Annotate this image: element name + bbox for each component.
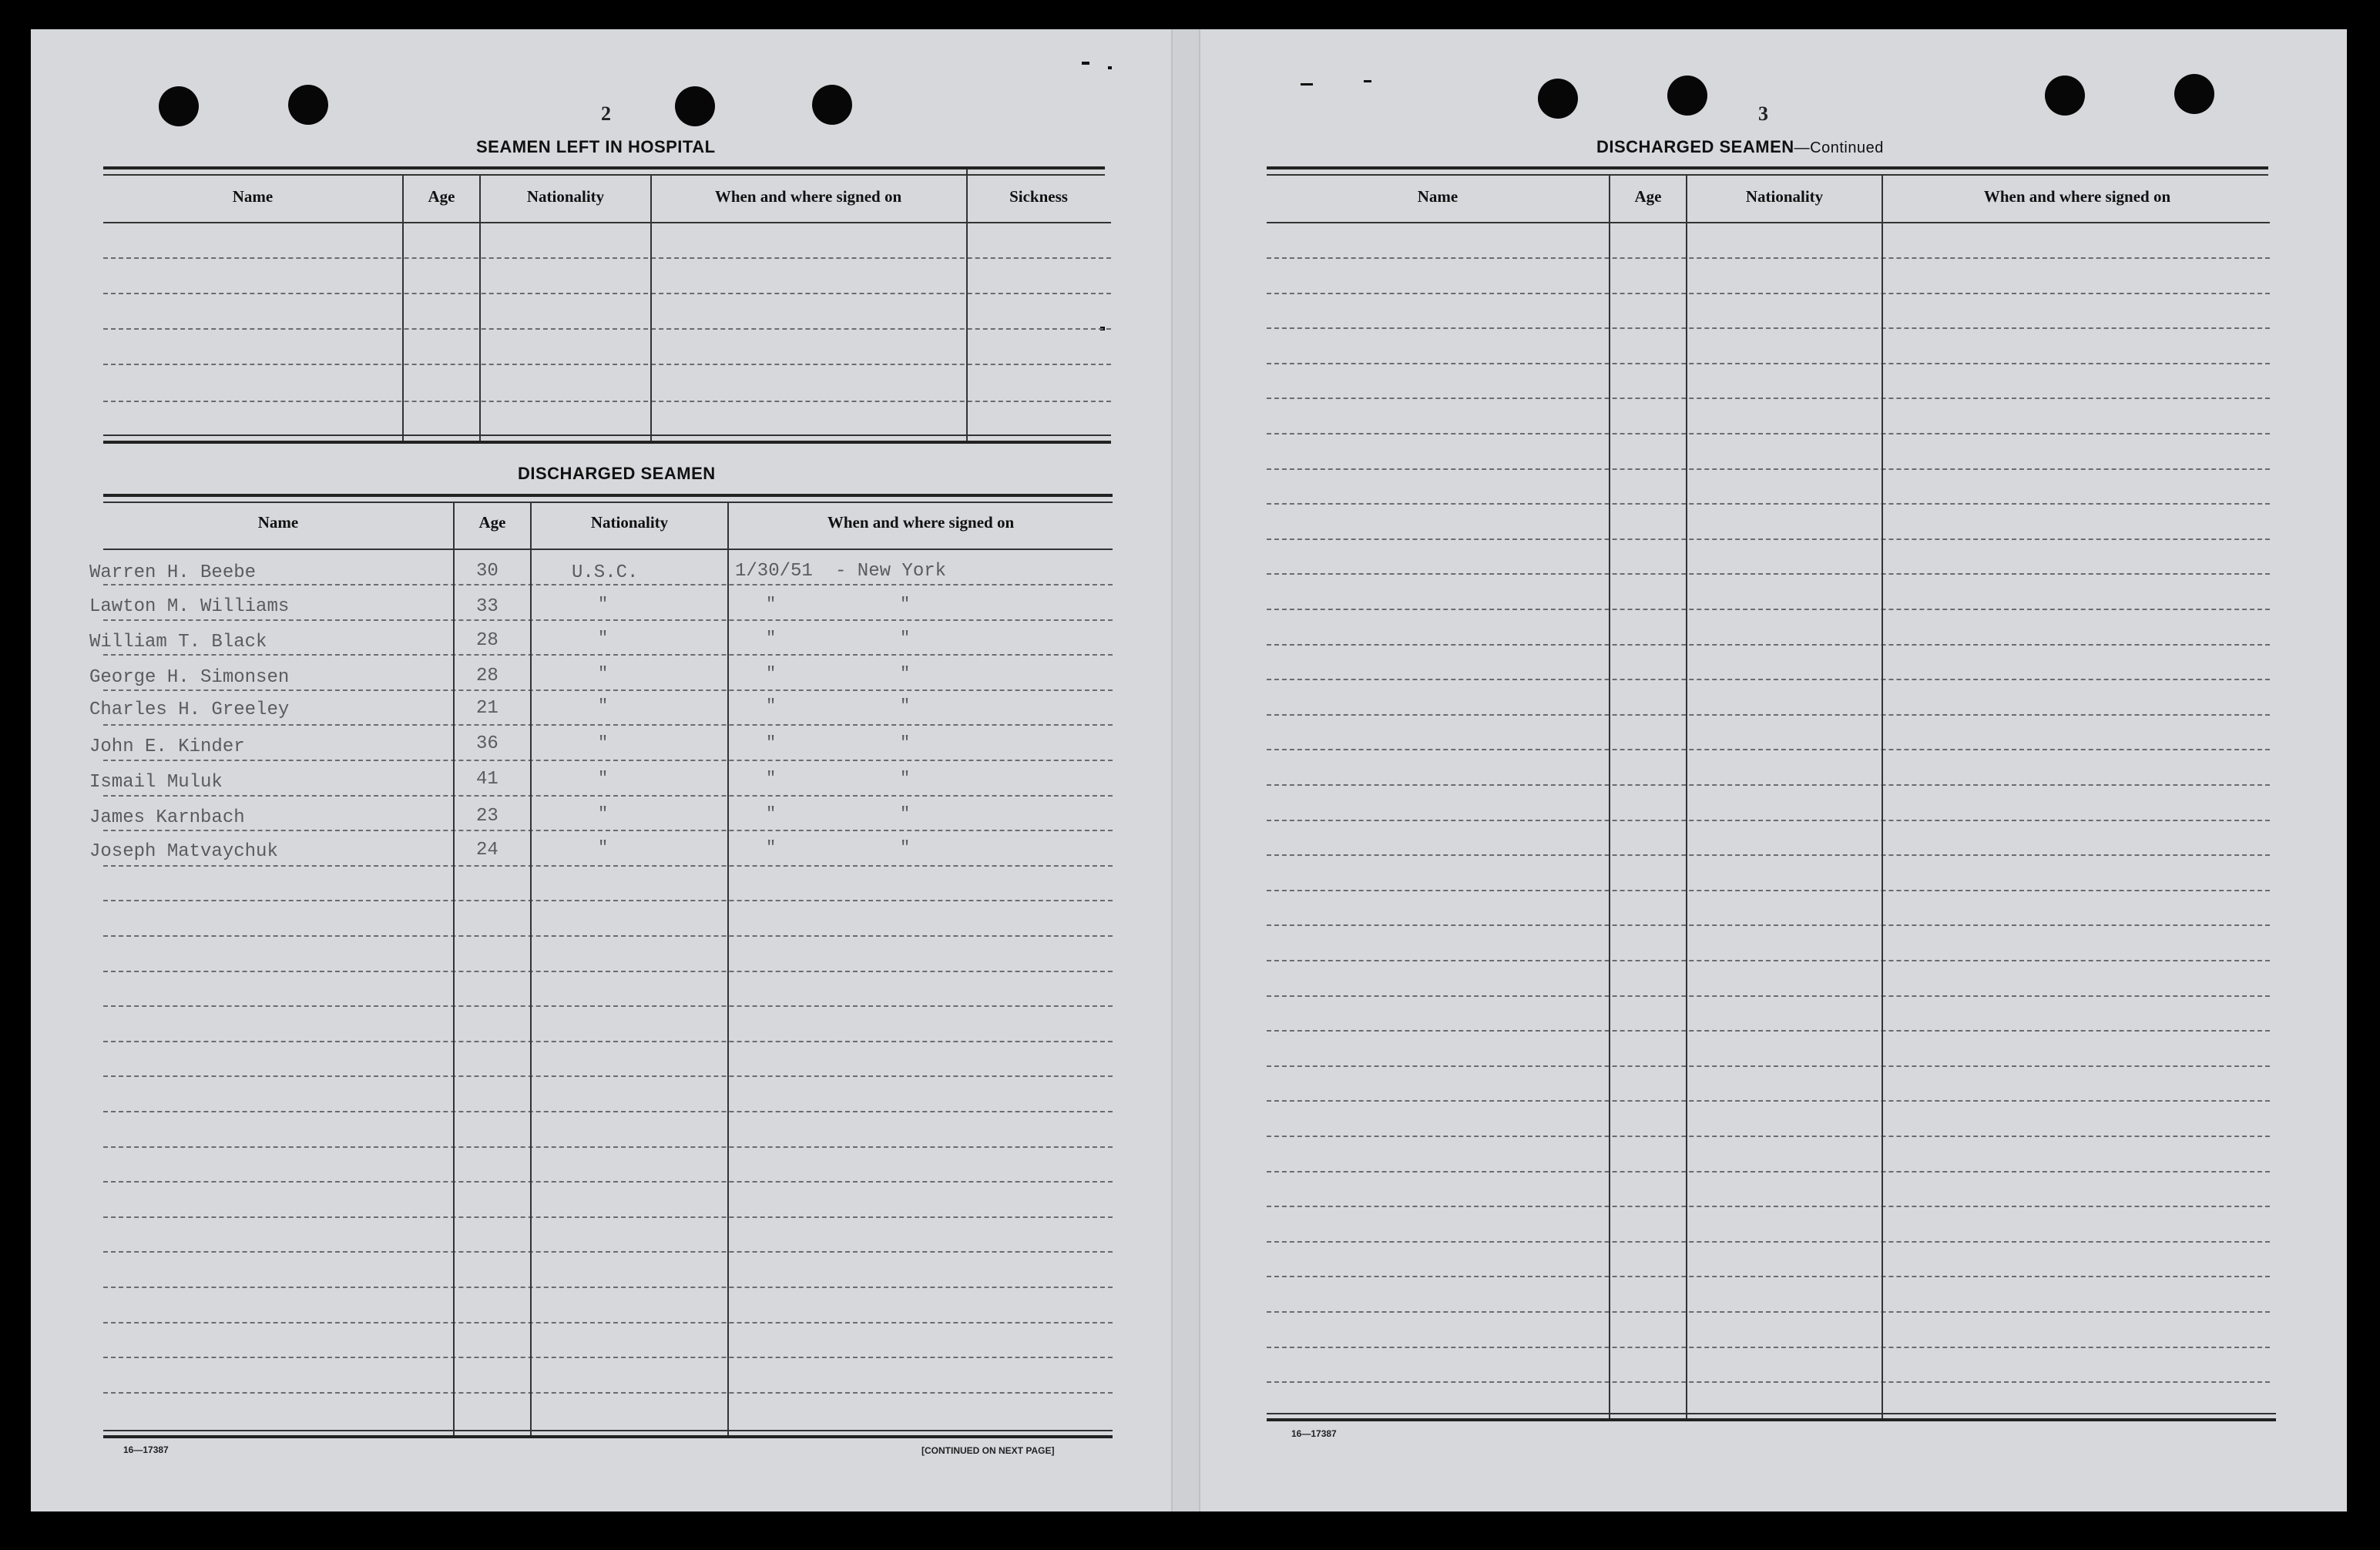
column-header: Name — [232, 187, 274, 206]
hospital-section-title: SEAMEN LEFT IN HOSPITAL — [476, 137, 716, 156]
ruled-line — [1267, 468, 2270, 470]
column-header: Sickness — [1009, 187, 1068, 206]
column-header: Age — [1634, 187, 1662, 206]
ditto-mark: " — [900, 838, 911, 857]
continued-note: [CONTINUED ON NEXT PAGE] — [921, 1445, 1055, 1456]
seaman-nationality: U.S.C. — [572, 562, 639, 583]
seaman-name: James Karnbach — [89, 807, 245, 828]
ruled-line — [1267, 327, 2270, 329]
form-number: 16—17387 — [1291, 1428, 1337, 1439]
ruled-line — [1267, 1030, 2270, 1032]
ruled-line — [1267, 1065, 2270, 1067]
seaman-age: 33 — [476, 596, 498, 617]
signed-on-place: - New York — [835, 561, 947, 582]
ruled-line — [1267, 1241, 2270, 1243]
seaman-age: 36 — [476, 733, 498, 754]
ruled-line — [1267, 1100, 2270, 1102]
seaman-name: John E. Kinder — [89, 736, 245, 757]
ruled-line — [103, 1041, 1113, 1042]
ditto-mark: " — [766, 629, 777, 648]
discharged-section-title: DISCHARGED SEAMEN — [518, 464, 716, 483]
title-text: DISCHARGED SEAMEN — [1596, 137, 1794, 156]
ditto-mark: " — [598, 769, 609, 788]
ditto-mark: " — [900, 804, 911, 824]
ditto-mark: " — [900, 664, 911, 683]
ditto-mark: " — [598, 595, 609, 614]
seaman-name: Joseph Matvaychuk — [89, 841, 278, 862]
seaman-age: 23 — [476, 806, 498, 827]
ruled-line — [103, 1251, 1113, 1253]
ruled-line — [1267, 433, 2270, 434]
seaman-age: 30 — [476, 561, 498, 582]
seaman-age: 28 — [476, 666, 498, 686]
seaman-age: 41 — [476, 769, 498, 790]
ditto-mark: " — [766, 664, 777, 683]
ruled-line — [103, 1216, 1113, 1218]
ruled-line — [1267, 784, 2270, 786]
ditto-mark: " — [598, 664, 609, 683]
column-header: When and where signed on — [714, 187, 902, 206]
ditto-mark: " — [900, 733, 911, 753]
ruled-line — [103, 1392, 1113, 1394]
ruled-line — [1267, 890, 2270, 891]
ruled-line — [103, 935, 1113, 937]
punch-hole — [288, 85, 328, 125]
ruled-line — [1267, 573, 2270, 575]
paper-speck — [1364, 80, 1371, 82]
ruled-line — [1267, 609, 2270, 610]
ruled-line — [103, 900, 1113, 901]
column-header: Nationality — [1745, 187, 1824, 206]
ruled-line — [1267, 503, 2270, 505]
signed-on-date: 1/30/51 — [735, 561, 813, 582]
column-header: Name — [1417, 187, 1459, 206]
ruled-line — [103, 724, 1113, 726]
ditto-mark: " — [598, 733, 609, 753]
ruled-line — [1267, 644, 2270, 646]
punch-hole — [2045, 75, 2085, 116]
ruled-line — [1267, 995, 2270, 997]
ruled-line — [1267, 854, 2270, 856]
ruled-line — [1267, 714, 2270, 716]
ditto-mark: " — [598, 804, 609, 824]
ruled-line — [103, 795, 1113, 797]
ruled-line — [103, 1287, 1113, 1288]
ruled-line — [1267, 1136, 2270, 1137]
ruled-line — [1267, 1171, 2270, 1173]
column-header: When and where signed on — [1983, 187, 2171, 206]
ruled-line — [103, 619, 1113, 621]
ruled-line — [1267, 820, 2270, 821]
punch-hole — [1538, 79, 1578, 119]
ruled-line — [103, 1322, 1113, 1324]
ditto-mark: " — [900, 696, 911, 716]
paper-speck — [1301, 83, 1313, 86]
ditto-mark: " — [598, 696, 609, 716]
ruled-line — [1267, 1347, 2270, 1348]
column-header: Nationality — [590, 513, 669, 532]
column-header: Name — [257, 513, 299, 532]
seaman-name: Ismail Muluk — [89, 772, 223, 793]
page-number: 3 — [1758, 102, 1768, 125]
seaman-age: 28 — [476, 630, 498, 651]
ruled-line — [1267, 1381, 2270, 1383]
page-number: 2 — [601, 102, 611, 125]
ditto-mark: " — [766, 696, 777, 716]
ruled-line — [1267, 398, 2270, 399]
ruled-line — [1267, 1276, 2270, 1277]
column-header: Nationality — [526, 187, 605, 206]
ruled-line — [103, 865, 1113, 867]
ditto-mark: " — [900, 629, 911, 648]
ruled-line — [103, 971, 1113, 972]
ruled-line — [103, 689, 1113, 691]
seaman-name: Charles H. Greeley — [89, 700, 290, 720]
ditto-mark: " — [766, 838, 777, 857]
ruled-line — [103, 654, 1113, 656]
seaman-name: William T. Black — [89, 632, 267, 653]
ditto-mark: " — [766, 804, 777, 824]
ruled-line — [1267, 960, 2270, 961]
seaman-name: George H. Simonsen — [89, 667, 290, 688]
paper-speck — [1108, 66, 1112, 69]
title-suffix: —Continued — [1794, 139, 1884, 156]
ruled-line — [103, 1181, 1113, 1183]
punch-hole — [675, 86, 715, 126]
ditto-mark: " — [766, 595, 777, 614]
ruled-line — [103, 1357, 1113, 1358]
form-number: 16—17387 — [123, 1444, 169, 1455]
ruled-line — [103, 584, 1113, 585]
ruled-line — [103, 1005, 1113, 1007]
ditto-mark: " — [598, 838, 609, 857]
column-header: When and where signed on — [827, 513, 1015, 532]
ditto-mark: " — [900, 769, 911, 788]
page-gutter — [1171, 29, 1200, 1511]
ruled-line — [1267, 1311, 2270, 1313]
column-header: Age — [428, 187, 455, 206]
ruled-line — [103, 830, 1113, 831]
punch-hole — [159, 86, 199, 126]
ruled-line — [1267, 293, 2270, 294]
ruled-line — [1267, 363, 2270, 364]
ditto-mark: " — [766, 769, 777, 788]
ditto-mark: " — [900, 595, 911, 614]
punch-hole — [1667, 75, 1707, 116]
seaman-name: Lawton M. Williams — [89, 596, 290, 617]
discharged-continued-title — [1596, 137, 1884, 157]
ruled-line — [1267, 749, 2270, 750]
ruled-line — [103, 1075, 1113, 1077]
ruled-line — [1267, 538, 2270, 540]
ruled-line — [103, 1146, 1113, 1148]
ditto-mark: " — [766, 733, 777, 753]
paper-speck — [1082, 62, 1089, 65]
ruled-line — [103, 1111, 1113, 1112]
seaman-age: 21 — [476, 698, 498, 719]
punch-hole — [2174, 74, 2214, 114]
column-header: Age — [478, 513, 506, 532]
ruled-line — [1267, 679, 2270, 680]
punch-hole — [812, 85, 852, 125]
ruled-line — [1267, 257, 2270, 259]
seaman-age: 24 — [476, 840, 498, 861]
ruled-line — [1267, 1206, 2270, 1207]
seaman-name: Warren H. Beebe — [89, 562, 257, 583]
ditto-mark: " — [598, 629, 609, 648]
ruled-line — [1267, 924, 2270, 926]
ruled-line — [103, 760, 1113, 761]
